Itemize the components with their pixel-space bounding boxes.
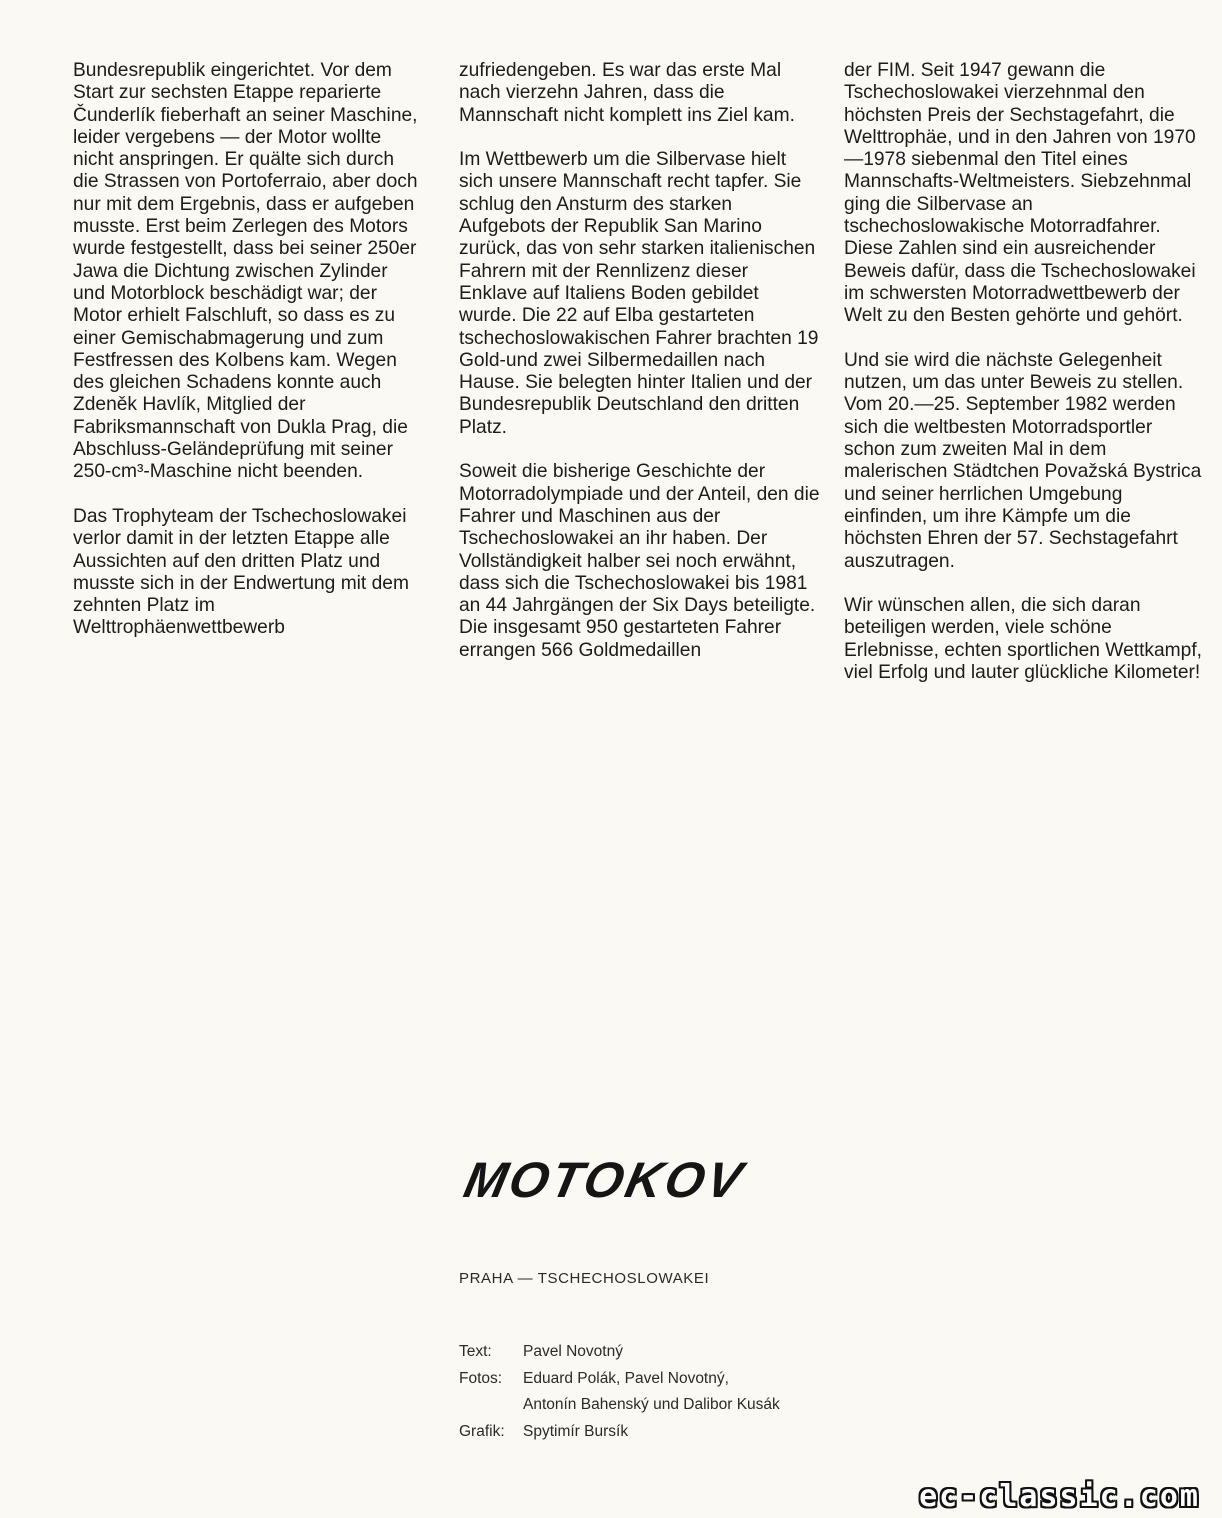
credit-value [523, 1419, 628, 1446]
credit-row-photos [459, 1366, 780, 1419]
publisher-location: PRAHA — TSCHECHOSLOWAKEI [459, 1270, 710, 1287]
text-column-1 [73, 60, 418, 662]
motokov-logo: MOTOKOV [459, 1152, 750, 1208]
credit-value [523, 1339, 623, 1366]
credit-label: Grafik: [459, 1422, 505, 1440]
paragraph: Wir wünschen allen, die sich daran beteiligen werden, viele schöne Erlebnisse, echten sportlichen Wettkampf, viel Erfolg und lauter glückliche Kilometer! [844, 595, 1202, 684]
credit-row-text [459, 1339, 780, 1366]
text-column-2 [459, 60, 821, 684]
credit-value-line: Eduard Polák, Pavel Novotný, [523, 1369, 729, 1387]
watermark: ec-classic.com [919, 1479, 1200, 1514]
credit-value-line: Antonín Bahenský und Dalibor Kusák [523, 1396, 780, 1413]
credit-value [523, 1366, 780, 1419]
credit-label: Text: [459, 1343, 492, 1360]
paragraph: Und sie wird die nächste Gelegenheit nutzen, um das unter Beweis zu stellen. Vom 20.—25. September 1982 werden sich die weltbesten Motorradsportler schon zum zweiten Mal in dem malerischen Städtchen Považská Bystrica und seiner herrlichen Umgebung einfinden, um ihre Kämpfe um die höchsten Ehren der 57. Sechstagefahrt auszutragen. [844, 349, 1202, 572]
paragraph: Das Trophyteam der Tschechoslowakei verlor damit in der letzten Etappe alle Aussichten auf den dritten Platz und musste sich in der Endwertung mit dem zehnten Platz im Welttrophäenwettbewerb [73, 505, 409, 639]
paragraph: Bundesrepublik eingerichtet. Vor dem Start zur sechsten Etappe reparierte Čunderlík fieberhaft an seiner Maschine, leider vergebens — der Motor wollte nicht anspringen. Er quälte sich durch die Strassen von Portoferraio, aber doch nur mit dem Ergebnis, dass er aufgeben musste. Erst beim Zerlegen des Motors wurde festgestellt, dass bei seiner 250er Jawa die Dichtung zwischen Zylinder und Motorblock beschädigt war; der Motor erhielt Falschluft, so dass es zu einer Gemischabmagerung und zum Festfressen des Kolbens kam. Wegen des gleichen Schadens konnte auch Zdeněk Havlík, Mitglied der Fabriksmannschaft von Dukla Prag, die Abschluss-Geländeprüfung mit seiner 250-cm³-Maschine nicht beenden. [73, 60, 418, 483]
credit-label: Fotos: [459, 1369, 503, 1387]
paragraph: zufriedengeben. Es war das erste Mal nach vierzehn Jahren, dass die Mannschaft nicht komplett ins Ziel kam. [459, 60, 795, 126]
credit-row-graphics [459, 1419, 780, 1446]
credit-value-line: Pavel Novotný [523, 1343, 623, 1360]
paragraph: Soweit die bisherige Geschichte der Motorradolympiade und der Anteil, den die Fahrer und Maschinen aus der Tschechoslowakei an ihr haben. Der Vollständigkeit halber sei noch erwähnt, dass sich die Tschechoslowakei bis 1981 an 44 Jahrgängen der Six Days beteiligte. Die insgesamt 950 gestarteten Fahrer errangen 566 Goldmedaillen [459, 461, 820, 661]
credits-block [459, 1339, 780, 1445]
paragraph: Im Wettbewerb um die Silbervase hielt sich unsere Mannschaft recht tapfer. Sie schlug den Ansturm des starken Aufgebots der Republik San Marino zurück, das von sehr starken italienischen Fahrern mit der Rennlizenz dieser Enklave auf Italiens Boden gebildet wurde. Die 22 auf Elba gestarteten tschechoslowakischen Fahrer brachten 19 Gold-und zwei Silbermedaillen nach Hause. Sie belegten hinter Italien und der Bundesrepublik Deutschland den dritten Platz. [459, 149, 819, 438]
paragraph: der FIM. Seit 1947 gewann die Tschechoslowakei vierzehnmal den höchsten Preis der Sechstagefahrt, die Welttrophäe, und in den Jahren von 1970—1978 siebenmal den Titel eines Mannschafts-Weltmeisters. Siebzehnmal ging die Silbervase an tschechoslowakische Motorradfahrer. Diese Zahlen sind ein ausreichender Beweis dafür, dass die Tschechoslowakei im schwersten Motorradwettbewerb der Welt zu den Besten gehörte und gehört. [844, 60, 1196, 327]
text-column-3 [844, 60, 1206, 707]
credit-value-line: Spytimír Bursík [523, 1422, 629, 1440]
